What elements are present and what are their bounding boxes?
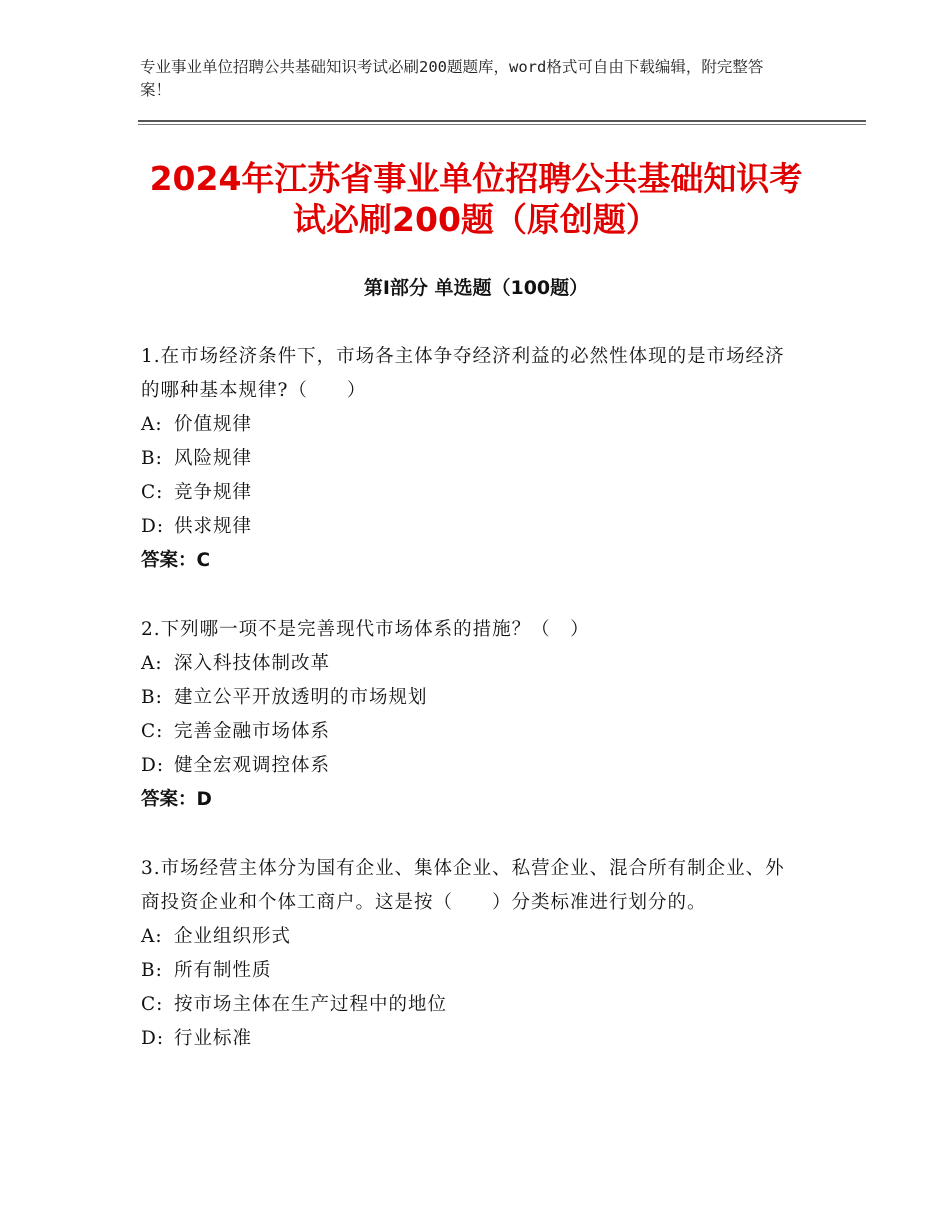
question-2 — [141, 613, 801, 817]
option-b — [141, 442, 801, 476]
question-stem: 2.下列哪一项不是完善现代市场体系的措施？（ ） — [141, 619, 590, 640]
option-text: 企业组织形式 — [174, 926, 292, 947]
option-a — [141, 408, 801, 442]
option-key: C: — [141, 721, 164, 742]
header-rule — [138, 120, 866, 122]
question-1 — [141, 340, 801, 578]
option-c — [141, 476, 801, 510]
option-text: 建立公平开放透明的市场规划 — [174, 687, 428, 708]
option-text: 按市场主体在生产过程中的地位 — [174, 994, 448, 1015]
section-title: 第Ⅰ部分 单选题（100题） — [363, 277, 589, 299]
option-a — [141, 647, 801, 681]
option-text: 所有制性质 — [174, 960, 272, 981]
option-key: B: — [141, 448, 163, 469]
option-key: D: — [141, 755, 165, 776]
option-text: 完善金融市场体系 — [174, 721, 331, 742]
option-key: C: — [141, 994, 164, 1015]
option-key: A: — [141, 414, 163, 435]
option-d — [141, 749, 801, 783]
option-text: 价值规律 — [174, 414, 253, 435]
option-text: 行业标准 — [174, 1028, 253, 1049]
option-text: 风险规律 — [174, 448, 253, 469]
option-b — [141, 681, 801, 715]
option-key: B: — [141, 960, 163, 981]
option-key: D: — [141, 516, 165, 537]
option-key: D: — [141, 1028, 165, 1049]
option-key: A: — [141, 926, 163, 947]
header-rule-thin — [138, 124, 866, 125]
option-a — [141, 920, 801, 954]
question-stem: 1.在市场经济条件下，市场各主体争夺经济利益的必然性体现的是市场经济的哪种基本规律?（ ） — [141, 346, 785, 401]
question-stem: 3.市场经营主体分为国有企业、集体企业、私营企业、混合所有制企业、外商投资企业和个体工商户。这是按（ ）分类标准进行划分的。 — [141, 858, 785, 913]
option-c — [141, 715, 801, 749]
option-text: 竞争规律 — [174, 482, 253, 503]
option-text: 深入科技体制改革 — [174, 653, 331, 674]
option-text: 健全宏观调控体系 — [174, 755, 331, 776]
option-d — [141, 1022, 801, 1056]
option-key: C: — [141, 482, 164, 503]
header-note: 专业事业单位招聘公共基础知识考试必刷200题题库，word格式可自由下载编辑，附完整答案！ — [140, 58, 764, 99]
answer: 答案：D — [141, 789, 212, 810]
option-c — [141, 988, 801, 1022]
question-3 — [141, 852, 801, 1056]
option-d — [141, 510, 801, 544]
document-title: 2024年江苏省事业单位招聘公共基础知识考试必刷200题（原创题） — [149, 159, 803, 239]
option-key: A: — [141, 653, 163, 674]
option-b — [141, 954, 801, 988]
option-key: B: — [141, 687, 163, 708]
option-text: 供求规律 — [174, 516, 253, 537]
answer: 答案：C — [141, 550, 211, 571]
